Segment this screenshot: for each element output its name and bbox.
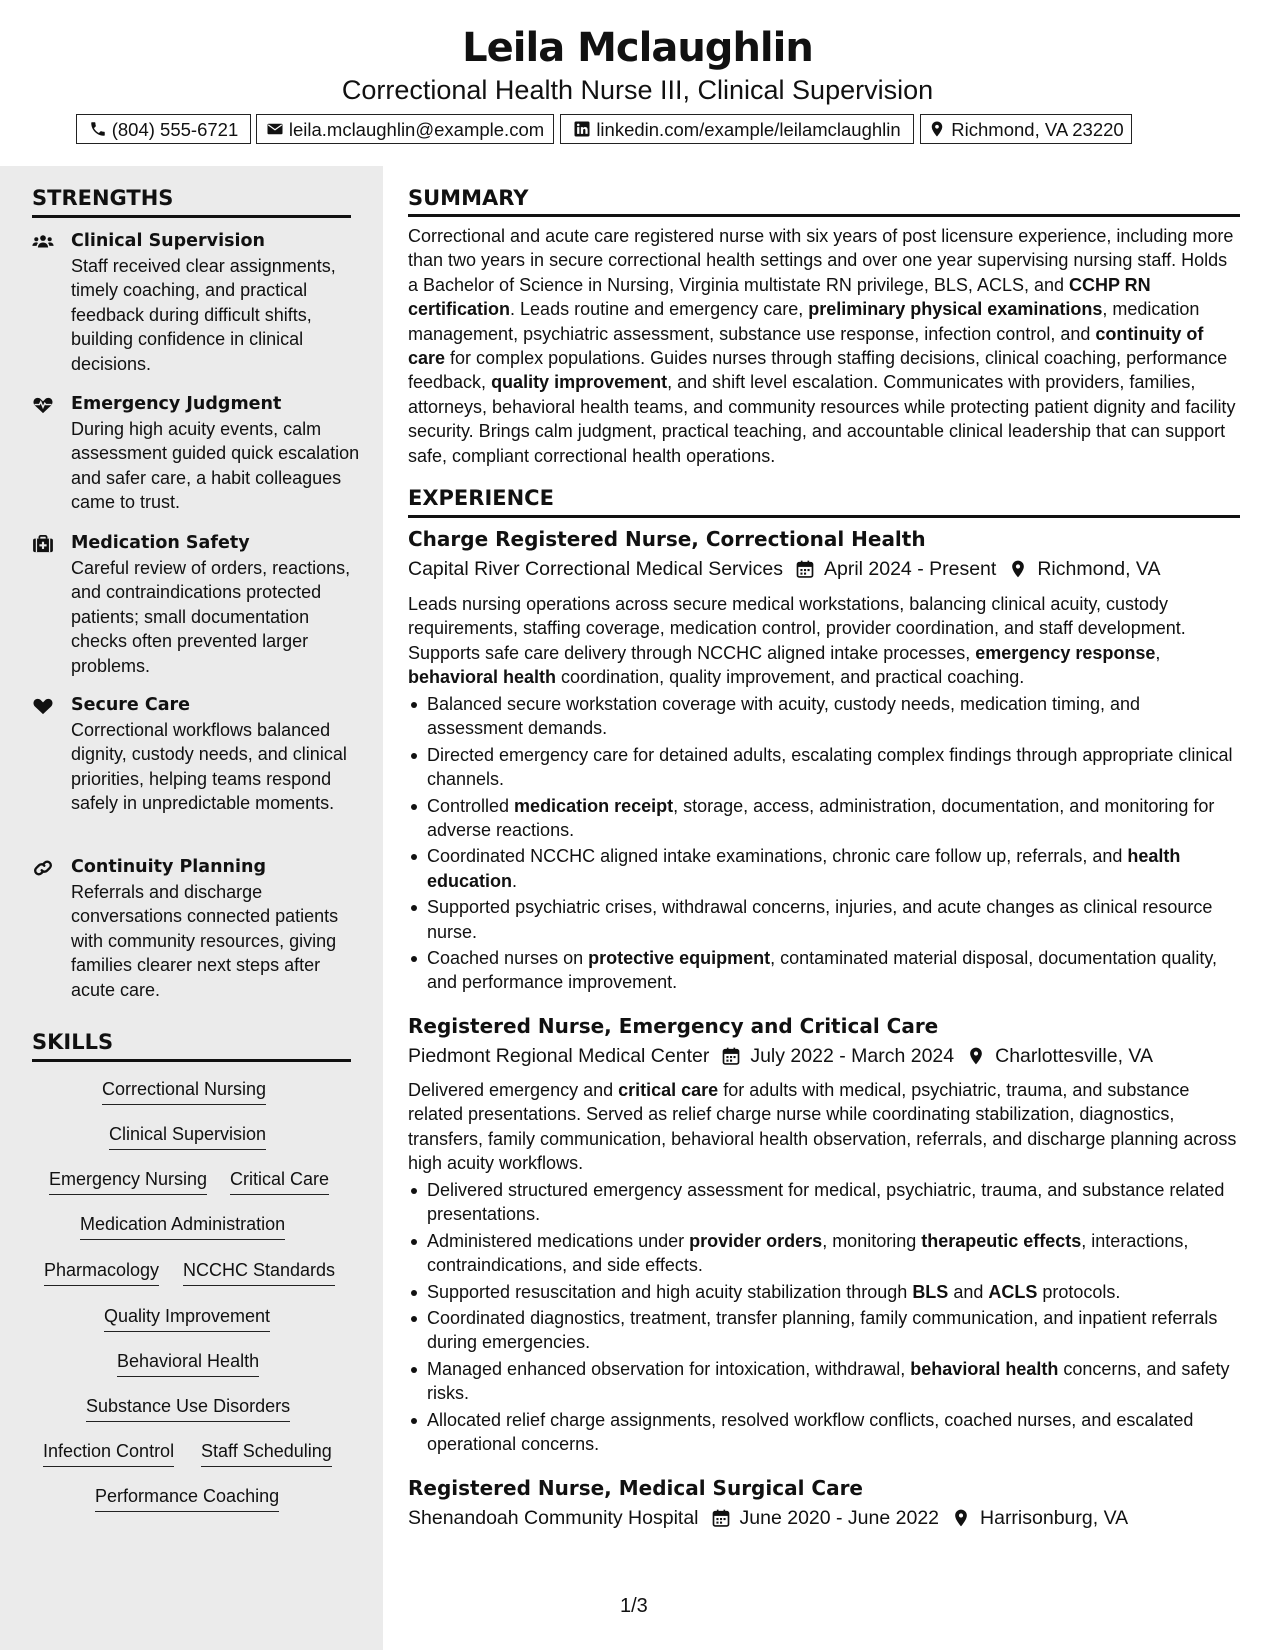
bullet-item: Balanced secure workstation coverage with acuity, custody needs, medication timing, and assessment demands. bbox=[408, 692, 1240, 741]
job-employer: Capital River Correctional Medical Services bbox=[408, 558, 783, 580]
skill-tag: Substance Use Disorders bbox=[86, 1393, 290, 1422]
skill-tag: Staff Scheduling bbox=[201, 1438, 332, 1467]
bullet-item: Controlled medication receipt, storage, access, administration, documentation, and monitoring for adverse reactions. bbox=[408, 794, 1240, 843]
bullet-item: Supported resuscitation and high acuity stabilization through BLS and ACLS protocols. bbox=[408, 1280, 1240, 1304]
heart-icon bbox=[32, 697, 56, 717]
skills-rule bbox=[32, 1059, 351, 1062]
contact-phone[interactable] bbox=[76, 114, 251, 144]
candidate-name: Leila Mclaughlin bbox=[462, 25, 813, 71]
job-meta bbox=[408, 1042, 1153, 1070]
calendar-icon bbox=[711, 1508, 731, 1528]
medical-kit-icon bbox=[32, 535, 56, 555]
envelope-icon bbox=[266, 120, 284, 138]
bullet-item: Allocated relief charge assignments, resolved workflow conflicts, coached nurses, and escalated operational concerns. bbox=[408, 1408, 1240, 1457]
skill-tag: Correctional Nursing bbox=[102, 1076, 266, 1105]
strength-title: Medication Safety bbox=[71, 533, 250, 553]
strength-item bbox=[32, 855, 362, 1000]
skills-heading: SKILLS bbox=[32, 1030, 114, 1054]
phone-icon bbox=[89, 120, 107, 138]
job-description: Leads nursing operations across secure medical workstations, balancing clinical acuity, custody requirements, staffing coverage, medication control, provider coordination, and staff development. Supports safe care delivery through NCCHC aligned intake processes, emergency response, behavioral health coordination, quality improvement, and practical coaching. bbox=[408, 594, 1186, 688]
job-dates: July 2022 - March 2024 bbox=[750, 1045, 955, 1067]
strengths-heading: STRENGTHS bbox=[32, 186, 174, 210]
skill-tag: Medication Administration bbox=[80, 1211, 285, 1240]
calendar-icon bbox=[721, 1046, 741, 1066]
bullet-item: Delivered structured emergency assessment for medical, psychiatric, trauma, and substance related presentations. bbox=[408, 1178, 1240, 1227]
contact-linkedin[interactable] bbox=[560, 114, 914, 144]
experience-rule bbox=[408, 515, 1240, 518]
contact-email-text: leila.mclaughlin@example.com bbox=[288, 118, 545, 140]
map-pin-icon bbox=[951, 1508, 971, 1528]
strength-item bbox=[32, 693, 362, 813]
strength-desc: During high acuity events, calm assessment guided quick escalation and safer care, a habit colleagues came to trust. bbox=[71, 419, 360, 513]
summary-text: Correctional and acute care registered nurse with six years of post licensure experience, including more than two years in secure correctional health settings and over one year supervising nursing staff. Holds a Bachelor of Science in Nursing, Virginia multistate RN privilege, BLS, ACLS, and CCHP RN certification. Leads routine and emergency care, preliminary physical examinations, medication management, psychiatric assessment, substance use response, infection control, and continuity of care for complex populations. Guides nurses through staffing decisions, clinical coaching, performance feedback, quality improvement, and shift level escalation. Communicates with providers, families, attorneys, behavioral health teams, and community resources while protecting patient dignity and facility security. Brings calm judgment, practical teaching, and accountable clinical leadership that can support safe, compliant correctional health operations. bbox=[408, 226, 1236, 466]
bullet-item: Directed emergency care for detained adults, escalating complex findings through appropriate clinical channels. bbox=[408, 743, 1240, 792]
map-pin-icon bbox=[966, 1046, 986, 1066]
contact-location-text: Richmond, VA 23220 bbox=[951, 118, 1124, 140]
link-icon bbox=[32, 859, 56, 879]
skill-tag: Pharmacology bbox=[44, 1257, 159, 1286]
skill-tag: NCCHC Standards bbox=[183, 1257, 335, 1286]
users-icon bbox=[32, 233, 56, 253]
job-dates: June 2020 - June 2022 bbox=[739, 1507, 940, 1529]
job-bullets bbox=[408, 1178, 1240, 1458]
heart-pulse-icon bbox=[32, 396, 56, 416]
sidebar bbox=[0, 166, 383, 1650]
bullet-item: Administered medications under provider orders, monitoring therapeutic effects, interactions, contraindications, and side effects. bbox=[408, 1229, 1240, 1278]
job-title: Registered Nurse, Emergency and Critical Care bbox=[408, 1014, 939, 1038]
job-meta bbox=[408, 1504, 1128, 1532]
job-employer: Shenandoah Community Hospital bbox=[408, 1507, 699, 1529]
page-number: 1/3 bbox=[620, 1595, 648, 1617]
job-title: Registered Nurse, Medical Surgical Care bbox=[408, 1476, 863, 1500]
job-employer: Piedmont Regional Medical Center bbox=[408, 1045, 710, 1067]
strength-desc: Careful review of orders, reactions, and contraindications protected patients; small documentation checks often prevented larger problems. bbox=[71, 558, 351, 676]
contact-linkedin-text: linkedin.com/example/leilamclaughlin bbox=[596, 118, 901, 140]
skill-tag: Critical Care bbox=[230, 1166, 329, 1195]
strengths-rule bbox=[32, 215, 351, 218]
job-meta bbox=[408, 555, 1161, 583]
summary-heading: SUMMARY bbox=[408, 186, 529, 210]
skill-tag: Quality Improvement bbox=[104, 1303, 270, 1332]
strength-item bbox=[32, 229, 362, 374]
contact-email[interactable] bbox=[256, 114, 554, 144]
bullet-item: Managed enhanced observation for intoxication, withdrawal, behavioral health concerns, and safety risks. bbox=[408, 1357, 1240, 1406]
experience-heading: EXPERIENCE bbox=[408, 486, 554, 510]
calendar-icon bbox=[795, 559, 815, 579]
bullet-item: Coached nurses on protective equipment, contaminated material disposal, documentation quality, and performance improvement. bbox=[408, 946, 1240, 995]
candidate-title: Correctional Health Nurse III, Clinical Supervision bbox=[341, 75, 934, 105]
skill-tag: Clinical Supervision bbox=[109, 1121, 266, 1150]
map-pin-icon bbox=[928, 120, 946, 138]
strength-title: Clinical Supervision bbox=[71, 231, 265, 251]
skill-tag: Performance Coaching bbox=[95, 1483, 279, 1512]
job-location: Richmond, VA bbox=[1037, 558, 1161, 580]
bullet-item: Coordinated diagnostics, treatment, transfer planning, family communication, and inpatient referrals during emergencies. bbox=[408, 1306, 1240, 1355]
strength-desc: Correctional workflows balanced dignity, custody needs, and clinical priorities, helping teams respond safely in unpredictable moments. bbox=[71, 720, 347, 814]
summary-rule bbox=[408, 214, 1240, 217]
job-title: Charge Registered Nurse, Correctional Health bbox=[408, 527, 926, 551]
job-bullets bbox=[408, 692, 1240, 997]
resume-header bbox=[0, 0, 1275, 166]
strength-desc: Staff received clear assignments, timely coaching, and practical feedback during difficult shifts, building confidence in clinical decisions. bbox=[71, 256, 336, 374]
job-location: Charlottesville, VA bbox=[995, 1045, 1153, 1067]
skill-tag: Emergency Nursing bbox=[49, 1166, 207, 1195]
skill-tag: Infection Control bbox=[43, 1438, 174, 1467]
job-dates: April 2024 - Present bbox=[823, 558, 997, 580]
bullet-item: Coordinated NCCHC aligned intake examinations, chronic care follow up, referrals, and health education. bbox=[408, 844, 1240, 893]
strength-title: Continuity Planning bbox=[71, 857, 267, 877]
strength-item bbox=[32, 392, 362, 512]
job-location: Harrisonburg, VA bbox=[980, 1507, 1129, 1529]
bullet-item: Supported psychiatric crises, withdrawal concerns, injuries, and acute changes as clinical resource nurse. bbox=[408, 895, 1240, 944]
strength-title: Emergency Judgment bbox=[71, 394, 282, 414]
linkedin-icon bbox=[573, 120, 591, 138]
map-pin-icon bbox=[1008, 559, 1028, 579]
strength-item bbox=[32, 531, 362, 676]
contact-phone-text: (804) 555-6721 bbox=[111, 118, 239, 140]
strength-title: Secure Care bbox=[71, 695, 191, 715]
job-description: Delivered emergency and critical care for adults with medical, psychiatric, trauma, and substance related presentations. Served as relief charge nurse while coordinating stabilization, diagnostics, transfers, family communication, behavioral health observation, referrals, and discharge planning across high acuity workflows. bbox=[408, 1080, 1237, 1174]
contact-location bbox=[920, 114, 1132, 144]
strength-desc: Referrals and discharge conversations connected patients with community resources, giving families clearer next steps after acute care. bbox=[71, 882, 339, 1000]
skill-tag: Behavioral Health bbox=[117, 1348, 259, 1377]
